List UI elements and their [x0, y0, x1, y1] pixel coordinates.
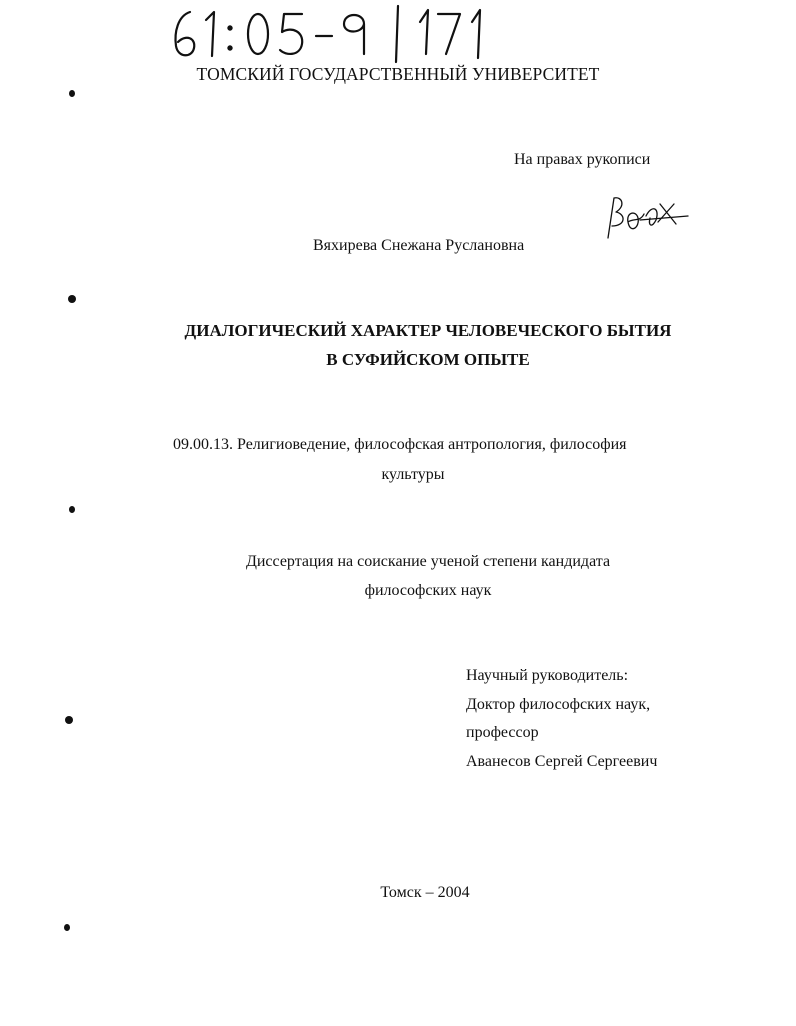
supervisor-name: Аванесов Сергей Сергеевич — [466, 752, 658, 770]
university-name: ТОМСКИЙ ГОСУДАРСТВЕННЫЙ УНИВЕРСИТЕТ — [196, 64, 600, 84]
supervisor-degree: Доктор философских наук, — [466, 695, 651, 713]
handwritten-catalog-code — [168, 2, 528, 64]
manuscript-rights-note: На правах рукописи — [514, 151, 651, 168]
punch-hole-mark — [69, 90, 75, 97]
degree-statement-line-1: Диссертация на соискание ученой степени кандидата — [245, 553, 611, 570]
punch-hole-mark — [64, 924, 70, 931]
supervisor-rank: профессор — [466, 724, 539, 741]
city-and-year: Томск – 2004 — [380, 884, 470, 901]
supervisor-block — [466, 662, 657, 776]
punch-hole-mark — [65, 716, 73, 724]
title-line-2: В СУФИЙСКОМ ОПЫТЕ — [326, 350, 530, 369]
supervisor-label: Научный руководитель: — [466, 667, 629, 684]
author-name: Вяхирева Снежана Руслановна — [313, 237, 525, 254]
title-line-1: ДИАЛОГИЧЕСКИЙ ХАРАКТЕР ЧЕЛОВЕЧЕСКОГО БЫТИЯ — [184, 321, 672, 340]
specialty-code-line-2: культуры — [381, 466, 445, 483]
handwritten-signature — [600, 192, 690, 246]
dissertation-title — [0, 316, 796, 374]
specialty-code-line-1: 09.00.13. Религиоведение, философская антропология, философия — [173, 436, 627, 453]
punch-hole-mark — [69, 506, 75, 513]
punch-hole-mark — [68, 295, 76, 303]
degree-statement-line-2: философских наук — [364, 582, 492, 599]
